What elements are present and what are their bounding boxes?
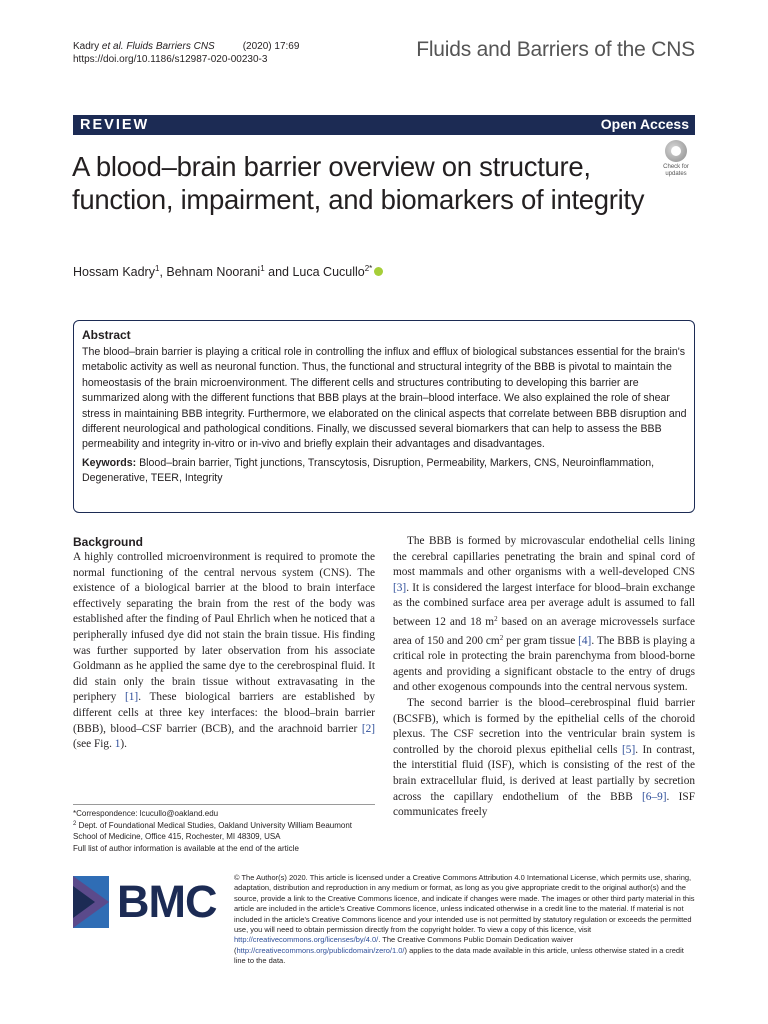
keywords-label: Keywords: bbox=[82, 456, 137, 469]
citation-journal-abbrev: et al. Fluids Barriers CNS bbox=[101, 41, 215, 52]
bmc-logo bbox=[73, 876, 217, 928]
author-affiliation: 2* bbox=[364, 264, 373, 273]
abstract-heading: Abstract bbox=[82, 328, 131, 342]
reference-link[interactable]: [3] bbox=[393, 581, 407, 594]
bmc-logo-text: BMC bbox=[117, 876, 217, 927]
check-for-updates-text: Check for updates bbox=[663, 164, 689, 177]
paragraph: A highly controlled microenvironment is required to promote the normal functioning of the central nervous system (CNS). The existence of a biological barrier at the blood to brain interface effectively separating the brain from the rest of the body was established after the finding of Paul Ehrlich when he noticed that a peripherally infused dye did not stain the brain tissue. His finding was further supported by later observation from his associate Goldmann as he applied the same dye to the cerebrospinal fluid. It did stain only the brain tissue without extravasating in the periphery [1]. These biological barriers are established by different cells at three key interfaces: the blood–brain barrier (BBB), blood–CSF barrier (BCB), and the arachnoid barrier [2] (see Fig. 1). bbox=[73, 551, 376, 751]
article-type-label: REVIEW bbox=[80, 117, 150, 133]
orcid-icon[interactable] bbox=[374, 267, 383, 276]
license-link[interactable]: http://creativecommons.org/licenses/by/4.0/ bbox=[234, 935, 379, 945]
abstract-text: The blood–brain barrier is playing a critical role in controlling the influx and efflux of biological substances essential for the brain's metabolic activity as well as neuronal function. Thus, the functional and structural integrity of the BBB is pivotal to maintain the homeostasis of the brain microenvironment. The different cells and structures contributing to developing this barrier are summarized along with the different functions that BBB plays at the brain–blood interface. We also explained the role of shear stress in maintaining BBB integrity. Furthermore, we elaborated on the clinical aspects that correlate between BBB disruption and different neurological and pathological conditions. Finally, we discussed several biomarkers that can help to assess the BBB permeability and integrity in-vitro or in-vivo and briefly explain their advantages and disadvantages. bbox=[82, 346, 687, 451]
section-heading-background: Background bbox=[73, 535, 144, 549]
journal-name: Fluids and Barriers of the CNS bbox=[416, 38, 695, 61]
reference-link[interactable]: [2] bbox=[361, 722, 375, 735]
author-name[interactable]: Behnam Noorani bbox=[166, 265, 261, 279]
author-info-note: Full list of author information is available at the end of the article bbox=[73, 843, 299, 853]
correspondence-note: *Correspondence: lcucullo@oakland.edu bbox=[73, 809, 219, 818]
author-affiliation: 1 bbox=[154, 264, 160, 273]
license-text: © The Author(s) 2020. This article is licensed under a Creative Commons Attribution 4.0 International License, which permits use, sharing, adaptation, distribution and reproduction in any medium or format, as long as you give appropriate credit to the original author(s) and the source, provide a link to the Creative Commons licence, and indicate if changes were made. The images or other third party material in this article are included in the article's Creative Commons licence, unless indicated otherwise in a credit line to the material. If material is not included in the article's Creative Commons licence and your intended use is not permitted by statutory regulation or exceeds the permitted use, you will need to obtain permission directly from the copyright holder. To view a copy of this licence, visit http://creativecommons.org/licenses/by/4.0/. The Creative Commons Public Domain Dedication waiver (http://creativecommons.org/publicdomain/zero/1.0/) applies to the data made available in this article, unless otherwise stated in a credit line to the data. bbox=[234, 873, 695, 966]
citation-line bbox=[73, 40, 299, 53]
reference-link[interactable]: [6–9] bbox=[642, 790, 667, 803]
open-access-label: Open Access bbox=[591, 115, 695, 135]
publicdomain-link[interactable]: http://creativecommons.org/publicdomain/zero/1.0/ bbox=[236, 945, 405, 955]
footnotes bbox=[73, 804, 375, 854]
author-name[interactable]: Hossam Kadry bbox=[73, 265, 155, 279]
right-column bbox=[393, 534, 695, 821]
affiliation-note: $^2$ Dept. of Foundational Medical Studies, Oakland University William Beaumont School of Medicine, Office 415, Rochester, MI 48309, USA bbox=[73, 821, 353, 842]
keywords bbox=[82, 456, 688, 487]
citation-authors: Kadry bbox=[73, 41, 102, 52]
author-list: Hossam Kadry$^1$, Behnam Noorani$^1$ and Luca Cucullo$^{2*}$ bbox=[73, 264, 383, 279]
figure-link[interactable]: 1 bbox=[114, 738, 121, 751]
author-name[interactable]: Luca Cucullo bbox=[292, 265, 365, 279]
citation-year-volume: (2020) 17:69 bbox=[242, 41, 300, 52]
check-for-updates-badge[interactable] bbox=[656, 140, 696, 180]
article-title: A blood–brain barrier overview on structure, function, impairment, and biomarkers of integrity bbox=[72, 151, 645, 215]
paragraph: The second barrier is the blood–cerebrospinal fluid barrier (BCSFB), which is formed by the epithelial cells of the choroid plexus. The CSF secretion into the ventricular brain system is controlled by the choroid plexus epithelial cells [5]. In contrast, the interstitial fluid (ISF), which is consisting of the rest of the brain extracellular fluid, is derived at least partially by secretion across the capillary endothelium of the BBB [6–9]. ISF communicates freely bbox=[393, 696, 696, 819]
reference-link[interactable]: [4] bbox=[578, 634, 592, 647]
keywords-list: Blood–brain barrier, Tight junctions, Transcytosis, Disruption, Permeability, Markers, CNS, Neuroinflammation, Degenerative, TEER, Integrity bbox=[82, 456, 655, 485]
left-column bbox=[73, 534, 375, 753]
abstract-box bbox=[73, 320, 695, 513]
bmc-logo-mark-icon bbox=[73, 876, 109, 928]
article-type-banner bbox=[73, 115, 695, 135]
paragraph: The BBB is formed by microvascular endothelial cells lining the cerebral capillaries penetrating the brain and spinal cord of most mammals and other organisms with a well-developed CNS [3]. It is considered the largest interface for blood–brain exchange as the combined surface area per average adult is assumed to fall between 12 and 18 $m^2$ based on an average microvessels surface area of 150 and 200 $cm^2$ per gram tissue [4]. The BBB is playing a critical role in protecting the brain parenchyma from blood-borne agents and providing a significant obstacle to the entry of drugs and other exogenous compounds into the central nervous system. bbox=[393, 535, 696, 694]
check-for-updates-icon bbox=[665, 140, 687, 162]
citation-header bbox=[73, 40, 299, 66]
author-affiliation: 1 bbox=[260, 264, 265, 273]
reference-link[interactable]: [1] bbox=[125, 691, 139, 704]
reference-link[interactable]: [5] bbox=[622, 743, 636, 756]
doi-link[interactable]: https://doi.org/10.1186/s12987-020-00230-3 bbox=[73, 54, 268, 65]
